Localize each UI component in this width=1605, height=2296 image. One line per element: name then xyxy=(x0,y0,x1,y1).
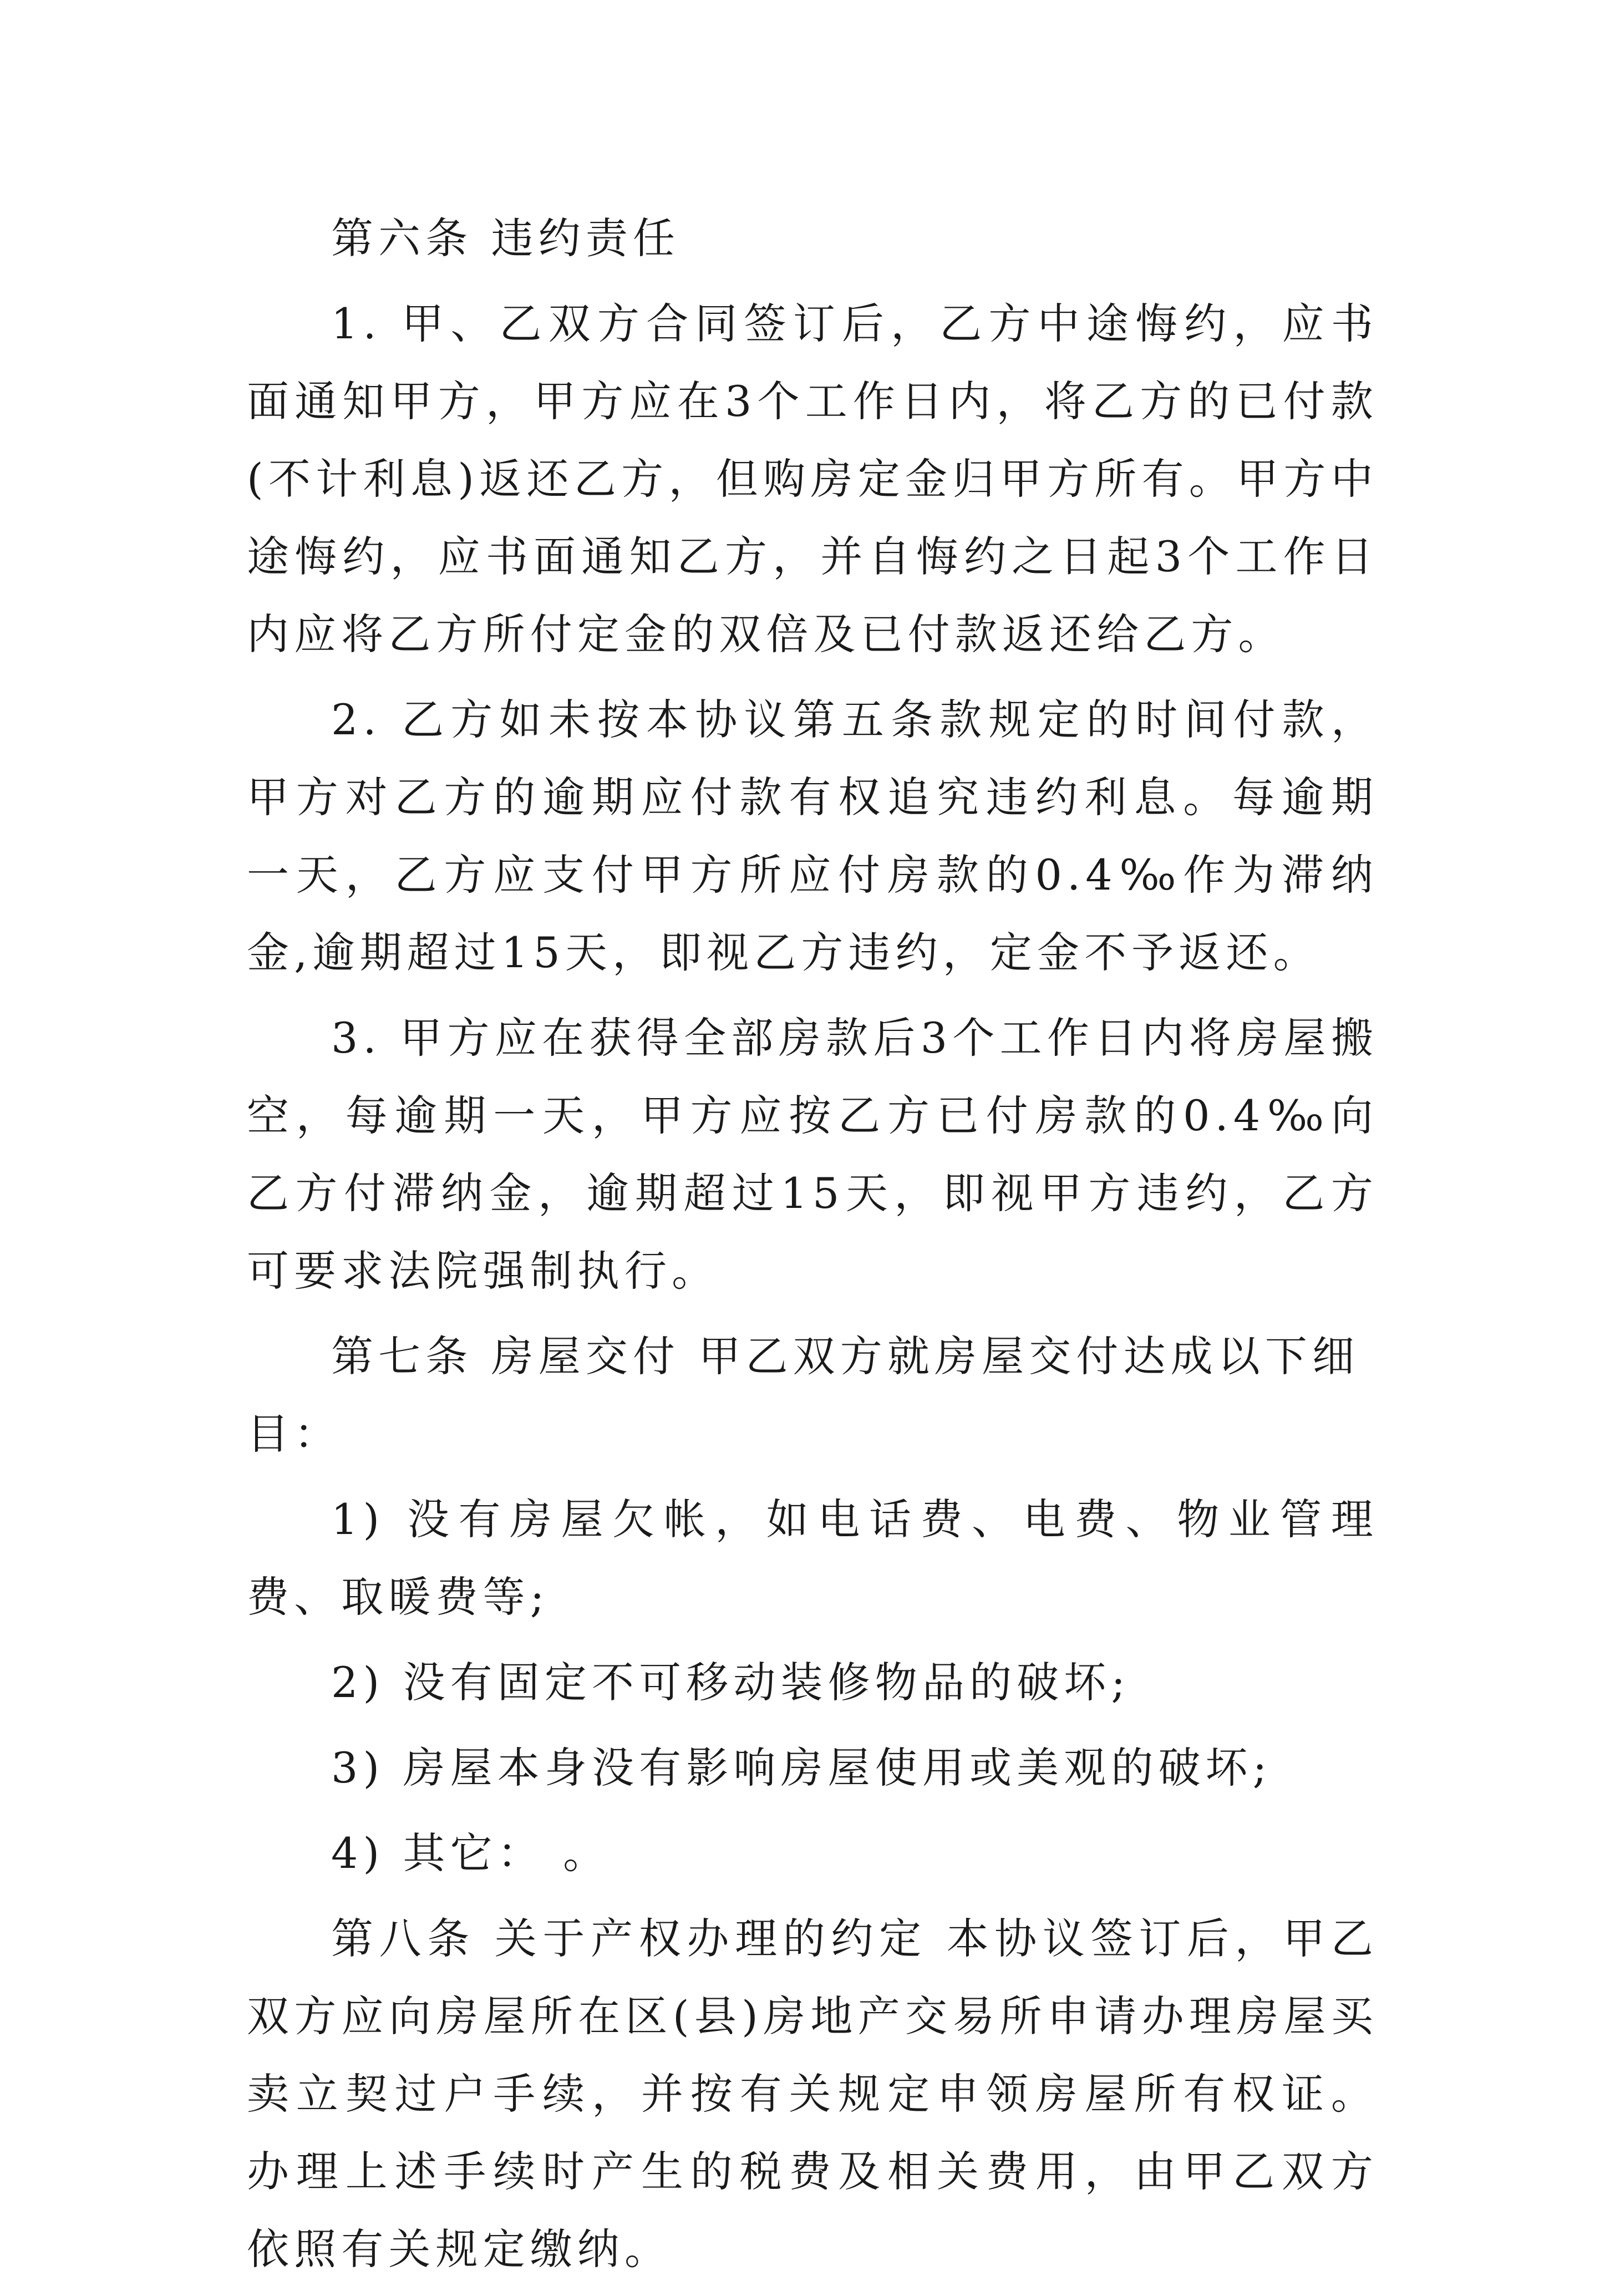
article-6-clause-3: 3. 甲方应在获得全部房款后3个工作日内将房屋搬空，每逾期一天，甲方应按乙方已付房款的0.4‰向乙方付滞纳金，逾期超过15天，即视甲方违约，乙方可要求法院强制执行。 xyxy=(247,1013,1378,1296)
article-7-item-4: 4) 其它： 。 xyxy=(331,1828,611,1878)
article-7-item-2: 2) 没有固定不可移动装修物品的破坏; xyxy=(331,1658,1131,1707)
article-6-heading: 第六条 违约责任 xyxy=(331,214,680,263)
article-7-item-1: 1) 没有房屋欠帐，如电话费、电费、物业管理费、取暖费等; xyxy=(247,1495,1378,1622)
article-7-item-3: 3) 房屋本身没有影响房屋使用或美观的破坏; xyxy=(331,1743,1272,1792)
article-6-clause-2: 2. 乙方如未按本协议第五条款规定的时间付款，甲方对乙方的逾期应付款有权追究违约利息。每逾期一天，乙方应支付甲方所应付房款的0.4‰作为滞纳金,逾期超过15天，即视乙方违约，定金不予返还。 xyxy=(247,695,1378,977)
article-7-heading: 第七条 房屋交付 甲乙双方就房屋交付达成以下细目： xyxy=(247,1332,1360,1459)
document-body xyxy=(247,200,1378,2296)
article-6-clause-1: 1. 甲、乙双方合同签订后，乙方中途悔约，应书面通知甲方，甲方应在3个工作日内，将乙方的已付款(不计利息)返还乙方，但购房定金归甲方所有。甲方中途悔约，应书面通知乙方，并自悔约之日起3个工作日内应将乙方所付定金的双倍及已付款返还给乙方。 xyxy=(247,299,1378,659)
article-8-paragraph: 第八条 关于产权办理的约定 本协议签订后，甲乙双方应向房屋所在区(县)房地产交易所申请办理房屋买卖立契过户手续，并按有关规定申领房屋所有权证。 办理上述手续时产生的税费及相关费用，由甲乙双方依照有关规定缴纳。 xyxy=(247,1914,1378,2274)
